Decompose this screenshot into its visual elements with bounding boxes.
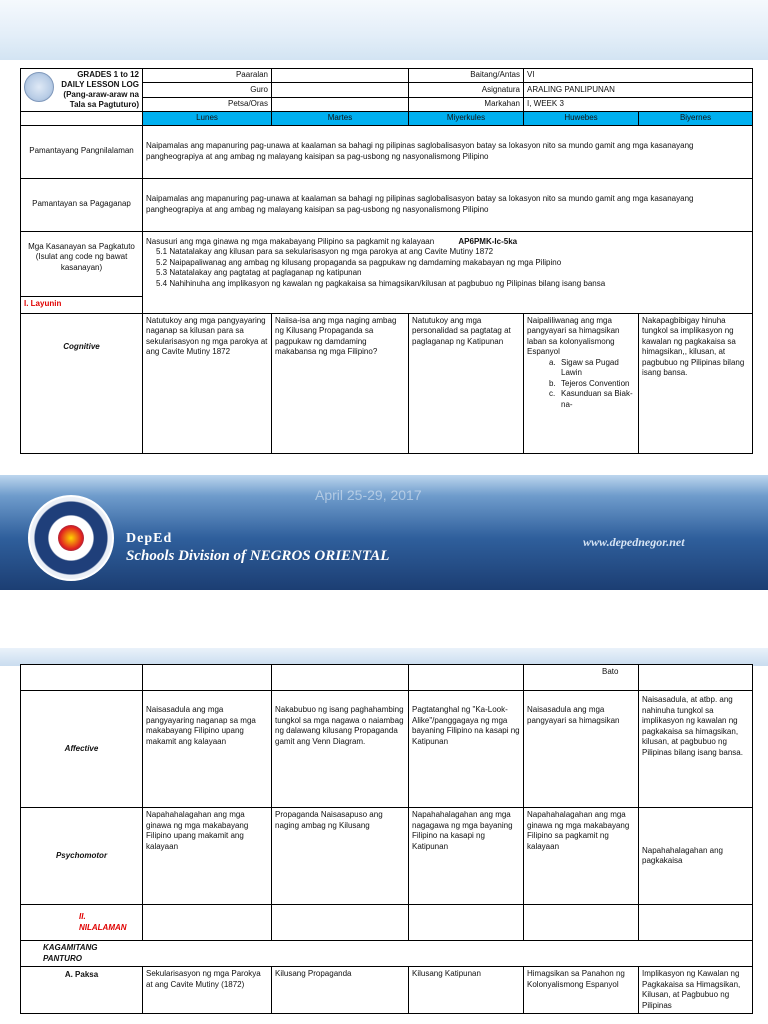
day-lunes: Lunes — [143, 112, 272, 126]
cell-blank — [524, 905, 639, 941]
psychomotor-martes: Propaganda Naisasapuso ang naging ambag ng Kilusang — [272, 808, 409, 905]
lesson-log-table — [20, 68, 753, 454]
paaralan-value[interactable] — [272, 69, 409, 83]
cognitive-lunes: Natutukoy ang mga pangyayaring naganap sa kilusan para sa sekularisasyon ng mga parokya at ang Cavite Mutiny 1872 — [143, 313, 272, 453]
asignatura-label: Asignatura — [409, 83, 524, 97]
deped-footer-banner — [0, 475, 768, 590]
cell-blank — [21, 665, 143, 691]
psychomotor-biyernes: Napahahalagahan ang pagkakaisa — [639, 808, 753, 905]
days-row — [21, 112, 753, 126]
asignatura-value: ARALING PANLIPUNAN — [524, 83, 753, 97]
list-item — [549, 358, 635, 379]
list-mark: b. — [549, 378, 556, 388]
footer-brand-division: Schools Division of NEGROS ORIENTAL — [126, 548, 390, 564]
row-pamantayang-pangnilalaman — [21, 125, 753, 178]
cognitive-miyerkules: Natutukoy ang mga personalidad sa pagtatag at paglaganap ng Katipunan — [409, 313, 524, 453]
kasanayan-label: Mga Kasanayan sa Pagkatuto (Isulat ang code ng bawat kasanayan) — [28, 241, 135, 272]
row-kasanayan — [21, 231, 753, 313]
nilalaman-title: NILALAMAN — [79, 922, 127, 932]
lesson-log-table-continued — [20, 664, 753, 1014]
list-item — [549, 379, 635, 390]
kasanayan-item: 5.1 Natatalakay ang kilusan para sa sekularisasyon ng mga parokya at ang Cavite Mutiny 1872 — [156, 247, 494, 256]
logo-center-icon — [58, 525, 84, 551]
cognitive-huwebes-continued: Bato — [524, 665, 639, 691]
paksa-lunes: Sekularisasyon ng mga Parokya at ang Cavite Mutiny (1872) — [143, 967, 272, 1014]
row-continuation — [21, 665, 753, 691]
cognitive-label: Cognitive — [21, 313, 143, 453]
cell-blank — [409, 905, 524, 941]
markahan-label: Markahan — [409, 97, 524, 111]
cell-blank — [639, 905, 753, 941]
row-nilalaman — [21, 905, 753, 941]
baitang-value: VI — [524, 69, 753, 83]
petsa-label: Petsa/Oras — [143, 97, 272, 111]
row-psychomotor — [21, 808, 753, 905]
cognitive-martes: Naiisa-isa ang mga naging ambag ng Kilusang Propaganda sa pagpukaw ng damdaming makabansa ng mga Filipino? — [272, 313, 409, 453]
kasanayan-content — [143, 231, 753, 313]
psychomotor-label: Psychomotor — [21, 808, 143, 905]
list-text: Kasunduan sa Biak-na- — [561, 389, 633, 409]
petsa-value[interactable] — [272, 97, 409, 111]
slide-2 — [0, 648, 768, 1024]
school-line-3: (Pang-araw-araw na — [63, 90, 139, 99]
affective-huwebes: Naisasadula ang mga pangyayari sa himagsikan — [524, 691, 639, 808]
list-text: Sigaw sa Pugad Lawin — [561, 357, 619, 377]
psychomotor-lunes: Napahahalagahan ang mga ginawa ng mga makabayang Filipino upang makamit ang kalayaan — [143, 808, 272, 905]
kasanayan-code: AP6PMK-Ic-5ka — [458, 236, 518, 246]
list-item — [549, 389, 635, 410]
kasanayan-item: 5.4 Nahihinuha ang implikasyon ng kawalan ng pagkakaisa sa himagsikan/kilusan at pagbubuo ng Pilipinas bilang isang bansa — [156, 278, 606, 288]
day-martes: Martes — [272, 112, 409, 126]
school-line-2: DAILY LESSON LOG — [61, 80, 139, 89]
footer-date: April 25-29, 2017 — [315, 487, 422, 503]
paksa-miyerkules: Kilusang Katipunan — [409, 967, 524, 1014]
nilalaman-roman: II. — [79, 912, 86, 921]
list-text: Tejeros Convention — [561, 378, 630, 388]
kagamitang-panturo-label — [21, 941, 753, 967]
paaralan-label: Paaralan — [143, 69, 272, 83]
pamantayang-pangnilalaman-text: Naipamalas ang mapanuring pag-unawa at kaalaman sa bahagi ng pilipinas saglobalisasyon batay sa lokasyon nito sa mundo gamit ang mga kasanayang pangheograpiya at ang ambag ng malayang kaisipan sa pag-usbong ng nasyonalismong Pilipino — [143, 125, 753, 178]
kasanayan-intro: Nasusuri ang mga ginawa ng mga makabayang Pilipino sa pagkamit ng kalayaan — [146, 236, 435, 246]
row-pamantayan-sa-pagaganap — [21, 178, 753, 231]
layunin-label: I. Layunin — [21, 296, 142, 312]
kasanayan-item: 5.3 Natatalakay ang pagtatag at paglaganap ng katipunan — [156, 268, 362, 277]
guro-label: Guro — [143, 83, 272, 97]
pamantayan-sa-pagaganap-text: Naipamalas ang mapanuring pag-unawa at kaalaman sa bahagi ng pilipinas saglobalisasyon batay sa lokasyon nito sa mundo gamit ang mga kasanayang pangheograpiya at ang ambag ng malayang kaisipan sa pag-usbong ng nasyonalismong Pilipino — [143, 178, 753, 231]
footer-brand-deped: DepEd — [126, 531, 173, 546]
affective-biyernes: Naisasadula, at atbp. ang nahinuha tungkol sa implikasyon ng kawalan ng pagkakaisa sa himagsikan, kilusan, at pagbubuo ng Pilipinas bilang isang bansa. — [639, 691, 753, 808]
cell-blank — [409, 665, 524, 691]
school-line-1: GRADES 1 to 12 — [77, 70, 139, 79]
kasanayan-item: 5.2 Naipapaliwanag ang ambag ng kilusang propaganda sa pagpukaw ng damdaming makabayan ng mga Pilipino — [156, 257, 562, 267]
kasanayan-intro-line — [146, 237, 749, 248]
cell-blank — [143, 905, 272, 941]
affective-label: Affective — [21, 691, 143, 808]
affective-lunes: Naisasadula ang mga pangyayaring naganap sa mga makabayang Filipino upang makamit ang kalayaan — [143, 691, 272, 808]
list-mark: c. — [549, 389, 556, 398]
pamantayan-sa-pagaganap-label: Pamantayan sa Pagaganap — [21, 178, 143, 231]
cognitive-huwebes-list — [527, 358, 635, 411]
day-biyernes: Biyernes — [639, 112, 753, 126]
list-mark: a. — [549, 357, 556, 367]
deped-logo-icon — [28, 495, 114, 581]
paksa-martes: Kilusang Propaganda — [272, 967, 409, 1014]
day-miyerkules: Miyerkules — [409, 112, 524, 126]
baitang-label: Baitang/Antas — [409, 69, 524, 83]
footer-url[interactable]: www.depednegor.net — [583, 535, 685, 549]
row-affective — [21, 691, 753, 808]
pamantayang-pangnilalaman-label: Pamantayang Pangnilalaman — [21, 125, 143, 178]
row-kagamitang-panturo — [21, 941, 753, 967]
header-row-paaralan — [21, 69, 753, 83]
nilalaman-label — [21, 905, 143, 941]
day-huwebes: Huwebes — [524, 112, 639, 126]
kagamitang-panturo-text: KAGAMITANG PANTURO — [43, 943, 98, 963]
psychomotor-miyerkules: Napahahalagahan ang mga nagagawa ng mga bayaning Filipino na kasapi ng Katipunan — [409, 808, 524, 905]
row-cognitive — [21, 313, 753, 453]
cell-blank — [143, 665, 272, 691]
deped-seal-icon — [24, 72, 54, 102]
cognitive-huwebes-intro: Naipaliliwanag ang mga pangyayari sa himagsikan laban sa kolonyalismong Espanyol — [527, 315, 620, 356]
cognitive-biyernes: Nakapagbibigay hinuha tungkol sa implikasyon ng kawalan ng pagkakaisa sa himagsikan,, kilusan, at pagbubuo ng Pilipinas bilang isang bansa. — [639, 313, 753, 453]
cell-blank — [272, 665, 409, 691]
kasanayan-list — [146, 247, 749, 289]
cognitive-huwebes — [524, 313, 639, 453]
kasanayan-label-cell — [21, 231, 143, 313]
school-line-4: Tala sa Pagtuturo) — [69, 100, 139, 109]
psychomotor-huwebes: Napahahalagahan ang mga ginawa ng mga makabayang Filipino sa pagkamit ng kalayaan — [524, 808, 639, 905]
affective-miyerkules: Pagtatanghal ng "Ka-Look-Alike"/panggagaya ng mga bayaning Filipino na kasapi ng Katipunan — [409, 691, 524, 808]
guro-value[interactable] — [272, 83, 409, 97]
days-row-blank — [21, 112, 143, 126]
slide-top-band — [0, 0, 768, 60]
row-paksa — [21, 967, 753, 1014]
paksa-biyernes: Implikasyon ng Kawalan ng Pagkakaisa sa Himagsikan, Kilusan, at Pagbubuo ng Pilipinas — [639, 967, 753, 1014]
affective-martes: Nakabubuo ng isang paghahambing tungkol sa mga nagawa o naiambag ng dalawang kilusang Propaganda gamit ang Venn Diagram. — [272, 691, 409, 808]
school-block — [21, 69, 143, 112]
paksa-label: A. Paksa — [21, 967, 143, 1014]
cell-blank — [272, 905, 409, 941]
markahan-value: I, WEEK 3 — [524, 97, 753, 111]
cell-blank — [639, 665, 753, 691]
paksa-huwebes: Himagsikan sa Panahon ng Kolonyalismong Espanyol — [524, 967, 639, 1014]
